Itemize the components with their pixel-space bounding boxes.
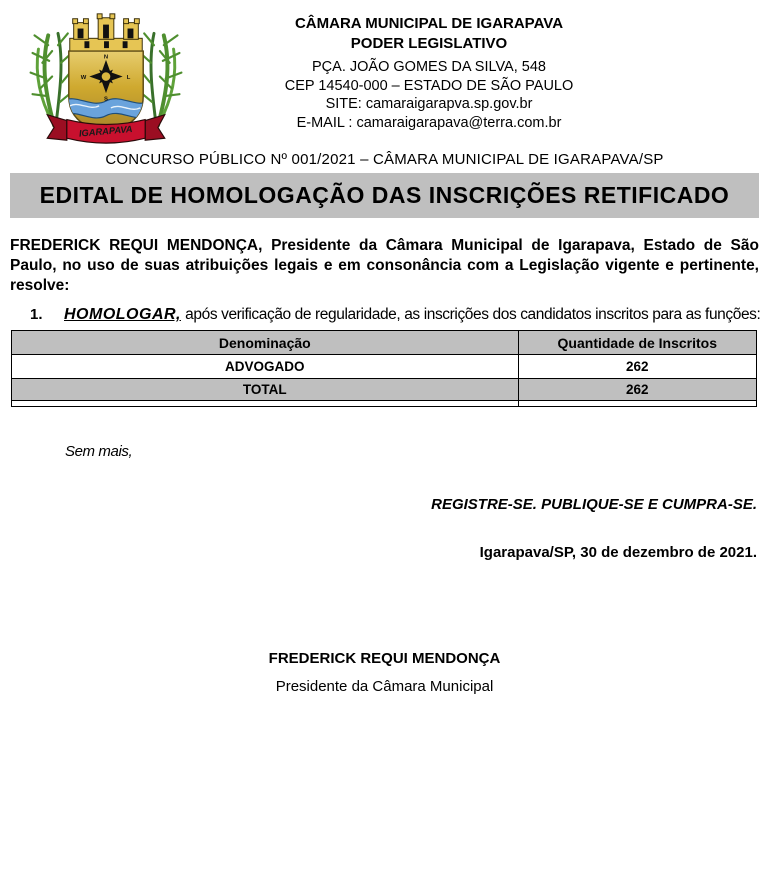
item-keyword: HOMOLOGAR, [64, 306, 181, 323]
cell-denominacao: ADVOGADO [12, 355, 519, 379]
header-quantidade: Quantidade de Inscritos [518, 331, 756, 355]
item-number: 1. [30, 306, 43, 323]
org-name: CÂMARA MUNICIPAL DE IGARAPAVA [294, 15, 564, 32]
org-email: E-MAIL : camaraigarapava@terra.com.br [296, 114, 562, 131]
compass-w-label: W [80, 74, 87, 81]
intro-paragraph: FREDERICK REQUI MENDONÇA, Presidente da Câmara Municipal de Igarapava, Estado de São Paulo, no uso de suas atribuições legais e em consonância com a Legislação vigente e pertinente, resolve: [10, 237, 759, 294]
closing-line: Sem mais, [65, 443, 133, 460]
edital-title-banner [10, 173, 759, 218]
place-date-line: Igarapava/SP, 30 de dezembro de 2021. [479, 544, 757, 561]
sugarcane-left-icon [31, 33, 72, 125]
table-row-total [12, 379, 757, 401]
sugarcane-right-icon [140, 33, 181, 125]
compass-l-label: L [126, 74, 131, 81]
igarapava-coat-of-arms [20, 6, 192, 148]
org-cep: CEP 14540-000 – ESTADO DE SÃO PAULO [284, 77, 574, 94]
compass-s-label: S [104, 96, 108, 103]
cell-total-label: TOTAL [12, 379, 519, 401]
ribbon-label: IGARAPAVA [78, 123, 133, 139]
item-1 [30, 306, 761, 324]
signature-role: Presidente da Câmara Municipal [275, 678, 494, 695]
edital-title: EDITAL DE HOMOLOGAÇÃO DAS INSCRIÇÕES RETIFICADO [39, 182, 730, 208]
letterhead [192, 14, 666, 132]
org-address: PÇA. JOÃO GOMES DA SILVA, 548 [312, 59, 546, 75]
compass-n-label: N [103, 54, 109, 61]
table-row-empty [12, 401, 757, 407]
org-branch: PODER LEGISLATIVO [350, 35, 508, 52]
header-denominacao: Denominação [12, 331, 519, 355]
item-text: após verificação de regularidade, as inscrições dos candidatos inscritos para as funções: [185, 306, 761, 323]
cell-quantidade: 262 [518, 355, 756, 379]
concurso-subtitle: CONCURSO PÚBLICO Nº 001/2021 – CÂMARA MUNICIPAL DE IGARAPAVA/SP [105, 151, 664, 168]
table-row [12, 355, 757, 379]
signature-name: FREDERICK REQUI MENDONÇA [268, 650, 501, 667]
order-line: REGISTRE-SE. PUBLIQUE-SE E CUMPRA-SE. [431, 496, 757, 513]
cell-total-value: 262 [518, 379, 756, 401]
mural-crown-icon [70, 14, 142, 51]
org-site: SITE: camaraigarapva.sp.gov.br [325, 96, 533, 112]
inscriptions-table [11, 330, 757, 407]
table-header-row [12, 331, 757, 355]
